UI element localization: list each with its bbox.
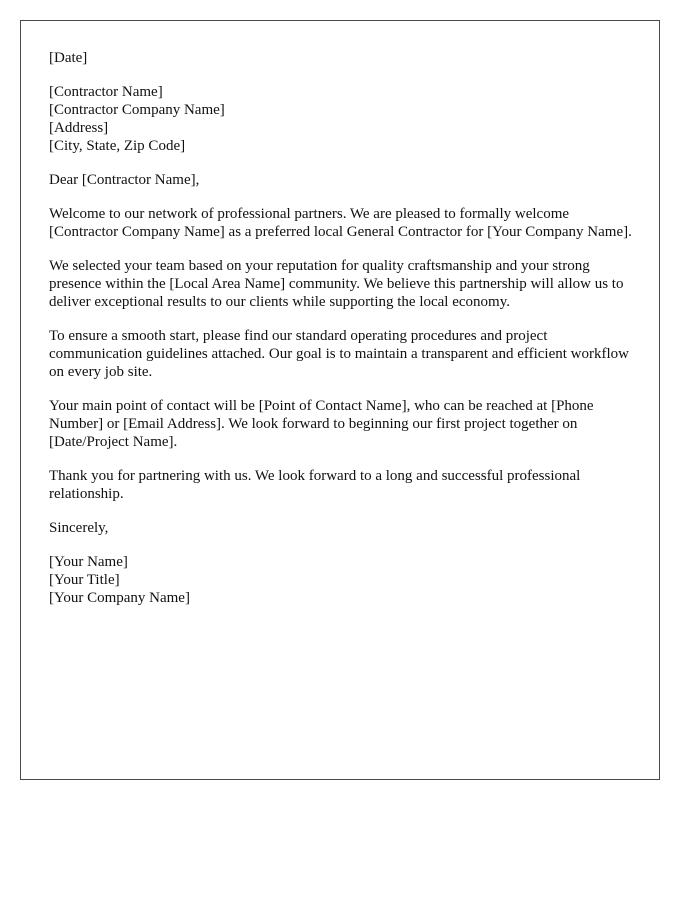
closing-block xyxy=(49,519,637,537)
recipient-name: [Contractor Name] xyxy=(49,84,163,100)
salutation-block xyxy=(49,171,637,189)
letter-body xyxy=(49,49,637,623)
paragraph-thanks: Thank you for partnering with us. We look forward to a long and successful professional relationship. xyxy=(49,468,581,502)
recipient-address: [Address] xyxy=(49,120,109,136)
recipient-address-block xyxy=(49,83,637,155)
signature-title: [Your Title] xyxy=(49,572,120,588)
salutation: Dear [Contractor Name], xyxy=(49,172,200,188)
signature-block xyxy=(49,553,637,607)
date-block xyxy=(49,49,637,67)
paragraph-procedures: To ensure a smooth start, please find our standard operating procedures and project communication guidelines attached. Our goal is to maintain a transparent and efficient workflow on every job site. xyxy=(49,328,629,380)
closing: Sincerely, xyxy=(49,520,109,536)
letter-page xyxy=(20,20,660,780)
recipient-city-state-zip: [City, State, Zip Code] xyxy=(49,138,186,154)
letter-date: [Date] xyxy=(49,50,88,66)
signature-name: [Your Name] xyxy=(49,554,128,570)
paragraph-contact: Your main point of contact will be [Point of Contact Name], who can be reached at [Phone Number] or [Email Address]. We look forward to beginning our first project together on [Date/Project Name]. xyxy=(49,398,594,450)
paragraph-selection: We selected your team based on your reputation for quality craftsmanship and your strong presence within the [Local Area Name] community. We believe this partnership will allow us to deliver exceptional results to our clients while supporting the local economy. xyxy=(49,258,624,310)
recipient-company: [Contractor Company Name] xyxy=(49,102,225,118)
signature-company: [Your Company Name] xyxy=(49,590,190,606)
paragraph-welcome: Welcome to our network of professional partners. We are pleased to formally welcome [Contractor Company Name] as a preferred local General Contractor for [Your Company Name]. xyxy=(49,206,632,240)
